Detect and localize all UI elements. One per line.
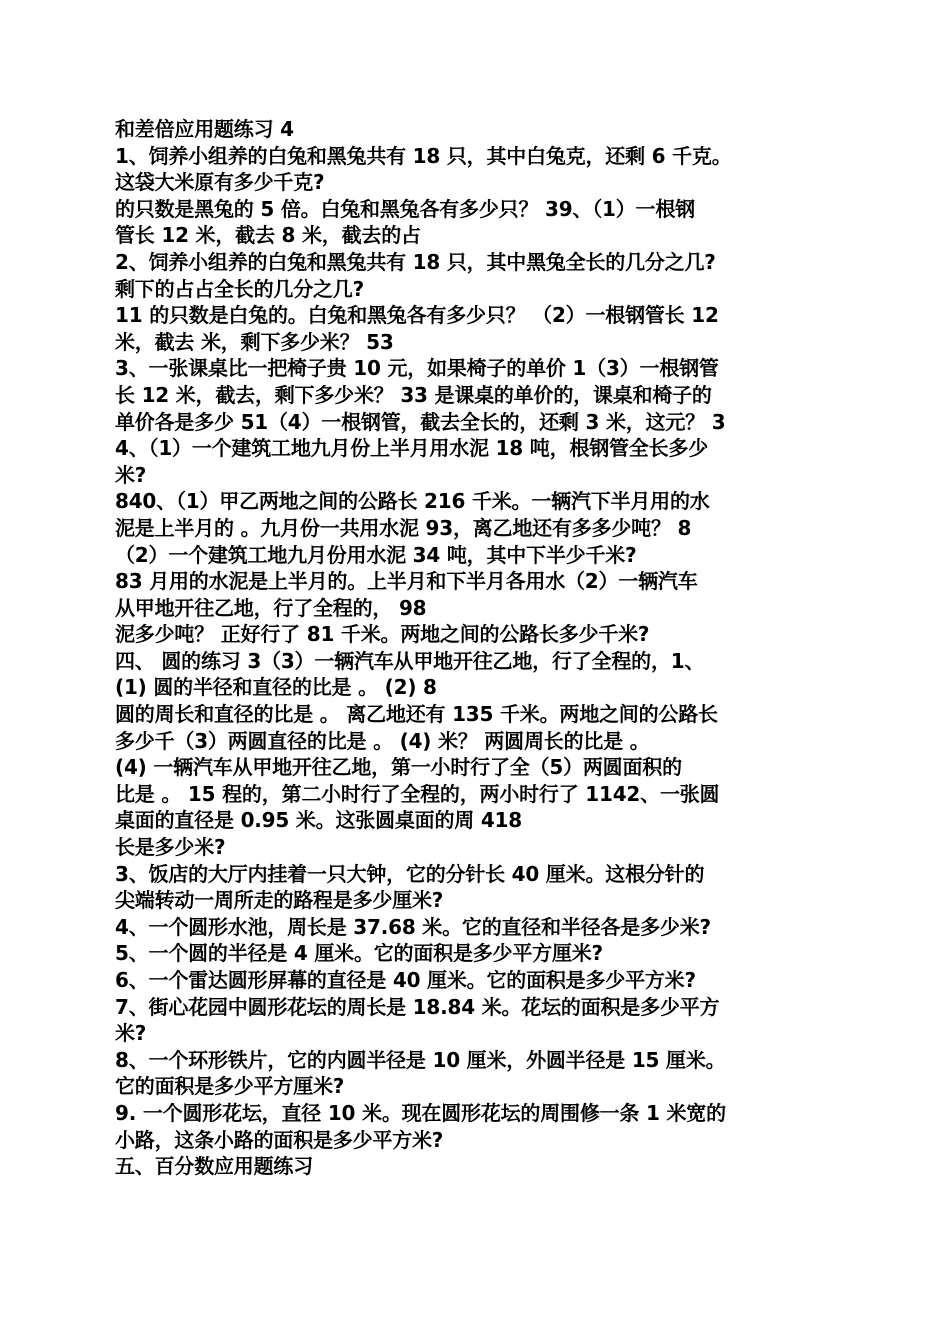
- text-line: 3、一张课桌比一把椅子贵 10 元，如果椅子的单价 1（3）一根钢管: [115, 356, 719, 381]
- text-line: 6、一个雷达圆形屏幕的直径是 40 厘米。它的面积是多少平方米?: [115, 968, 696, 992]
- text-line: 840、（1）甲乙两地之间的公路长 216 千米。一辆汽下半月用的水: [115, 489, 710, 514]
- text-line: 多少千（3）两圆直径的比是 。 (4) 米？ 两圆周长的比是 。: [115, 728, 650, 753]
- text-line: 1、饲养小组养的白兔和黑兔共有 18 只，其中白兔克，还剩 6 千克。: [115, 143, 732, 168]
- text-line: 8、一个环形铁片，它的内圆半径是 10 厘米，外圆半径是 15 厘米。: [115, 1047, 726, 1072]
- text-line: （2）一个建筑工地九月份用水泥 34 吨，其中下半少千米?: [115, 542, 637, 567]
- text-line: 泥是上半月的 。九月份一共用水泥 93，离乙地还有多多少吨？ 8: [115, 515, 692, 540]
- section-heading: 五、百分数应用题练习: [115, 1154, 313, 1179]
- text-line: 小路，这条小路的面积是多少平方米?: [115, 1127, 444, 1152]
- text-line: 这袋大米原有多少千克?: [115, 170, 325, 195]
- text-line: 米?: [115, 462, 147, 487]
- text-line: 2、饲养小组养的白兔和黑兔共有 18 只，其中黑兔全长的几分之几?: [115, 249, 716, 274]
- text-line: 它的面积是多少平方厘米?: [115, 1074, 345, 1099]
- document-title: 和差倍应用题练习 4: [115, 117, 294, 141]
- section-heading: 四、 圆的练习 3（3）一辆汽车从甲地开往乙地，行了全程的，1、: [115, 648, 705, 673]
- text-line: (1) 圆的半径和直径的比是 。 (2) 8: [115, 675, 437, 700]
- text-line: 11 的只数是白兔的。白兔和黑兔各有多少只？ （2）一根钢管长 12: [115, 303, 719, 328]
- text-line: 尖端转动一周所走的路程是多少厘米?: [115, 888, 444, 913]
- text-line: 4、（1）一个建筑工地九月份上半月用水泥 18 吨，根钢管全长多少: [115, 436, 708, 461]
- text-line: 83 月用的水泥是上半月的。上半月和下半月各用水（2）一辆汽车: [115, 569, 698, 594]
- text-line: 长 12 米，截去，剩下多少米？ 33 是课桌的单价的，课桌和椅子的: [115, 382, 712, 407]
- document-page: [115, 116, 835, 1180]
- text-line: 圆的周长和直径的比是 。 离乙地还有 135 千米。两地之间的公路长: [115, 702, 718, 727]
- text-line: 7、街心花园中圆形花坛的周长是 18.84 米。花坛的面积是多少平方: [115, 994, 720, 1019]
- text-line: 从甲地开往乙地，行了全程的， 98: [115, 595, 427, 620]
- text-line: 米?: [115, 1021, 147, 1046]
- text-line: 5、一个圆的半径是 4 厘米。它的面积是多少平方厘米?: [115, 941, 603, 966]
- text-line: 泥多少吨？ 正好行了 81 千米。两地之间的公路长多少千米?: [115, 622, 650, 647]
- text-line: 的只数是黑兔的 5 倍。白兔和黑兔各有多少只？ 39、（1）一根钢: [115, 196, 695, 221]
- text-line: 管长 12 米，截去 8 米，截去的占: [115, 223, 421, 248]
- text-line: 剩下的占占全长的几分之几?: [115, 276, 365, 301]
- text-line: 4、一个圆形水池，周长是 37.68 米。它的直径和半径各是多少米?: [115, 914, 711, 939]
- text-line: (4) 一辆汽车从甲地开往乙地，第一小时行了全（5）两圆面积的: [115, 755, 682, 780]
- text-line: 长是多少米?: [115, 835, 226, 860]
- text-line: 9. 一个圆形花坛，直径 10 米。现在圆形花坛的周围修一条 1 米宽的: [115, 1100, 726, 1125]
- text-line: 桌面的直径是 0.95 米。这张圆桌面的周 418: [115, 808, 522, 833]
- text-line: 单价各是多少 51（4）一根钢管，截去全长的，还剩 3 米，这元？ 3: [115, 409, 726, 434]
- text-line: 比是 。 15 程的，第二小时行了全程的，两小时行了 1142、一张圆: [115, 781, 720, 806]
- text-line: 3、饭店的大厅内挂着一只大钟，它的分针长 40 厘米。这根分针的: [115, 861, 705, 886]
- text-line: 米，截去 米，剩下多少米？ 53: [115, 329, 394, 354]
